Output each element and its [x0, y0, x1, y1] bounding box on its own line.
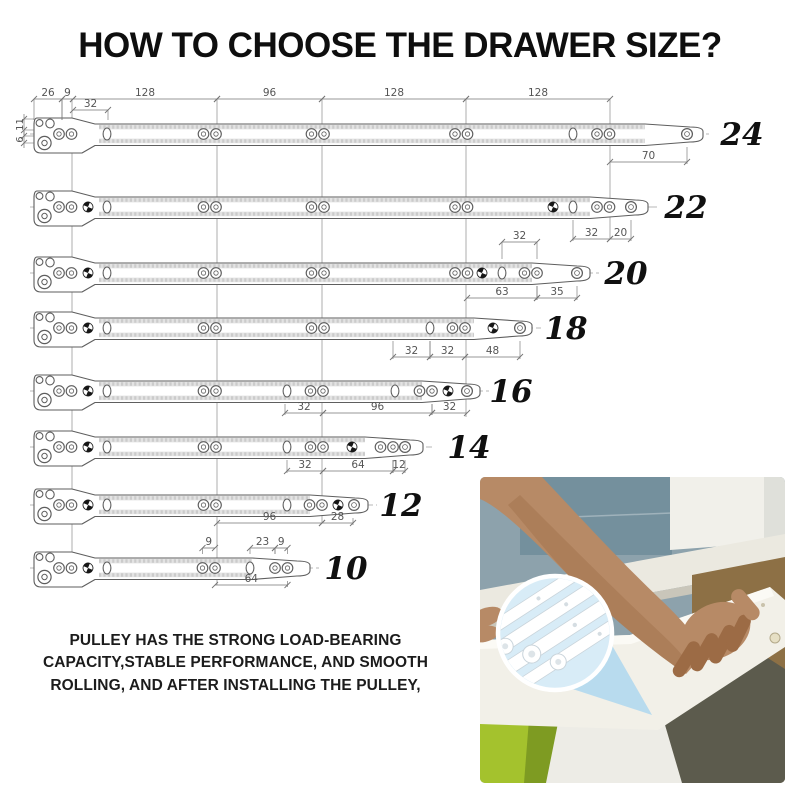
- dimension-value: 32: [83, 98, 98, 110]
- head-hole: [36, 554, 43, 561]
- rail-end-hole: [682, 129, 693, 140]
- rail-size-label: 10: [324, 551, 368, 587]
- rail-strip: [99, 212, 590, 217]
- rail-hole: [450, 202, 461, 213]
- rail-hole: [54, 129, 65, 140]
- dimension-value: 32: [298, 459, 312, 471]
- rail-end-hole: [572, 268, 583, 279]
- rail-hole: [54, 386, 65, 397]
- head-hole: [36, 433, 43, 440]
- description-text: [8, 630, 463, 697]
- main-title: HOW TO CHOOSE THE DRAWER SIZE?: [78, 26, 722, 65]
- rail-hole: [532, 268, 543, 279]
- rail-slot: [391, 385, 399, 397]
- rail-hole: [319, 323, 330, 334]
- rail-10: [30, 536, 368, 588]
- photo-white-panel: [670, 477, 764, 550]
- rail-size-label: 18: [544, 311, 588, 347]
- dimension-value: 35: [550, 286, 564, 298]
- dimension-value: 64: [244, 573, 258, 585]
- rail-hole: [210, 563, 221, 574]
- rail-hole: [198, 442, 209, 453]
- dimension-value: 26: [41, 87, 55, 99]
- dimension-value: 96: [262, 511, 277, 523]
- rail-hole: [66, 323, 77, 334]
- dimension-value: 96: [262, 87, 277, 99]
- rail-hole: [54, 268, 65, 279]
- rail-hole: [306, 268, 317, 279]
- rail-hole: [198, 202, 209, 213]
- rail-size-label: 24: [720, 117, 764, 153]
- head-hole: [46, 258, 54, 267]
- rail-hole: [54, 442, 65, 453]
- head-hole: [46, 119, 54, 128]
- head-ring: [38, 209, 51, 222]
- rail-24: [15, 87, 764, 165]
- rail-hole: [211, 386, 222, 397]
- rail-slot: [103, 441, 111, 453]
- drawer-roller: [770, 633, 780, 643]
- rail-hole: [447, 323, 458, 334]
- rail-size-label: 12: [379, 488, 423, 524]
- installation-photo: [480, 477, 785, 783]
- rail-end-hole: [626, 202, 637, 213]
- rail-hole: [211, 268, 222, 279]
- rail-slot: [103, 322, 111, 334]
- rail-slot: [103, 128, 111, 140]
- dimension-value: 9: [64, 87, 71, 99]
- rail-hole: [66, 500, 77, 511]
- rail-hole: [462, 268, 473, 279]
- description-line: CAPACITY,STABLE PERFORMANCE, AND SMOOTH: [42, 654, 429, 672]
- rail-hole: [305, 442, 316, 453]
- rail-hole: [450, 268, 461, 279]
- rail-16: [30, 374, 533, 416]
- rail-hole: [54, 500, 65, 511]
- head-hole: [36, 193, 43, 200]
- rail-size-label: 20: [604, 256, 648, 292]
- rail-hole: [66, 268, 77, 279]
- head-ring: [38, 275, 51, 288]
- rail-slot: [569, 128, 577, 140]
- dimension-value: 32: [297, 401, 311, 413]
- rail-hole: [211, 442, 222, 453]
- rail-hole: [450, 129, 461, 140]
- head-ring: [38, 507, 51, 520]
- rail-hole: [318, 386, 329, 397]
- dimension-value: 63: [495, 286, 509, 298]
- rail-slot: [569, 201, 577, 213]
- rail-hole: [54, 202, 65, 213]
- rail-hole: [66, 386, 77, 397]
- dimension-value: 32: [404, 345, 419, 357]
- rail-hole: [306, 129, 317, 140]
- dimension-value: 128: [527, 87, 549, 99]
- dimension-value: 9: [277, 536, 285, 548]
- head-hole: [46, 490, 54, 499]
- rail-slot: [426, 322, 434, 334]
- installation-photo-scene: [480, 477, 785, 783]
- dimension-value: 23: [255, 536, 270, 548]
- dimension-value: 32: [442, 401, 457, 413]
- head-ring: [38, 136, 51, 149]
- rail-size-label: 16: [489, 374, 533, 410]
- rail-slot: [103, 267, 111, 279]
- dimension-value: 32: [512, 230, 527, 242]
- rail-hole: [427, 386, 438, 397]
- rail-hole: [319, 129, 330, 140]
- dimension-value: 96: [370, 401, 385, 413]
- rail-slot: [283, 441, 291, 453]
- rail-hole: [604, 202, 615, 213]
- rail-hole: [54, 323, 65, 334]
- head-hole: [36, 491, 43, 498]
- head-hole: [46, 432, 54, 441]
- head-hole: [36, 120, 43, 127]
- rail-hole: [319, 268, 330, 279]
- rail-hole: [198, 500, 209, 511]
- rail-hole: [318, 442, 329, 453]
- drawer-screw: [761, 603, 765, 607]
- rail-20: [30, 230, 648, 301]
- rail-hole: [197, 563, 208, 574]
- dimension-value: 11: [15, 118, 26, 131]
- dimension-value: 28: [330, 511, 345, 523]
- rail-hole: [317, 500, 328, 511]
- rail-14: [30, 430, 491, 474]
- dimension-value: 32: [584, 227, 599, 239]
- rail-end-hole: [349, 500, 360, 511]
- rail-hole: [211, 500, 222, 511]
- rail-hole: [306, 323, 317, 334]
- head-hole: [36, 377, 43, 384]
- rail-size-label: 22: [664, 190, 708, 226]
- head-ring: [38, 570, 51, 583]
- rail-end-hole: [400, 442, 411, 453]
- rail-outline: [34, 375, 480, 410]
- rail-hole: [604, 129, 615, 140]
- rail-slot: [283, 385, 291, 397]
- rail-22: [30, 190, 708, 242]
- head-hole: [46, 376, 54, 385]
- rail-hole: [198, 129, 209, 140]
- dimension-value: 32: [440, 345, 455, 357]
- rail-end-hole: [515, 323, 526, 334]
- head-hole: [46, 313, 54, 322]
- rail-hole: [198, 323, 209, 334]
- rail-slot: [498, 267, 506, 279]
- description-line: PULLEY HAS THE STRONG LOAD-BEARING: [69, 632, 402, 649]
- rail-hole: [54, 563, 65, 574]
- rail-hole: [66, 129, 77, 140]
- rail-strip: [99, 198, 590, 203]
- rail-hole: [519, 268, 530, 279]
- rail-slot: [103, 562, 111, 574]
- rail-size-label: 14: [447, 430, 491, 466]
- head-hole: [36, 314, 43, 321]
- head-ring: [38, 449, 51, 462]
- rail-hole: [592, 202, 603, 213]
- rail-slot: [103, 385, 111, 397]
- rail-hole: [306, 202, 317, 213]
- dimension-value: 64: [351, 459, 365, 471]
- dimension-value: 12: [392, 459, 406, 471]
- rail-hole: [414, 386, 425, 397]
- rail-slot: [283, 499, 291, 511]
- rail-hole: [592, 129, 603, 140]
- rail-hole: [282, 563, 293, 574]
- rail-hole: [319, 202, 330, 213]
- dimension-value: 70: [641, 150, 656, 162]
- rail-hole: [460, 323, 471, 334]
- rail-hole: [211, 202, 222, 213]
- rail-slot: [103, 201, 111, 213]
- dimension-value: 6: [15, 136, 26, 143]
- rail-hole: [388, 442, 399, 453]
- rail-hole: [211, 323, 222, 334]
- rail-hole: [198, 268, 209, 279]
- rail-hole: [462, 129, 473, 140]
- rail-hole: [211, 129, 222, 140]
- head-hole: [46, 192, 54, 201]
- head-hole: [46, 553, 54, 562]
- rail-12: [30, 488, 423, 526]
- dimension-value: 20: [613, 227, 628, 239]
- rail-18: [30, 311, 588, 360]
- head-ring: [38, 330, 51, 343]
- rail-hole: [462, 202, 473, 213]
- rail-hole: [375, 442, 386, 453]
- dimension-value: 48: [485, 345, 500, 357]
- head-ring: [38, 393, 51, 406]
- head-hole: [36, 259, 43, 266]
- dimension-value: 128: [383, 87, 405, 99]
- description-line: ROLLING, AND AFTER INSTALLING THE PULLEY,: [50, 676, 421, 694]
- rail-hole: [66, 442, 77, 453]
- rail-end-hole: [462, 386, 473, 397]
- rail-hole: [66, 563, 77, 574]
- rail-hole: [304, 500, 315, 511]
- rail-hole: [198, 386, 209, 397]
- rail-hole: [66, 202, 77, 213]
- dimension-value: 128: [134, 87, 156, 99]
- dimension-value: 9: [205, 536, 213, 548]
- rail-slot: [103, 499, 111, 511]
- rail-hole: [270, 563, 281, 574]
- rail-hole: [305, 386, 316, 397]
